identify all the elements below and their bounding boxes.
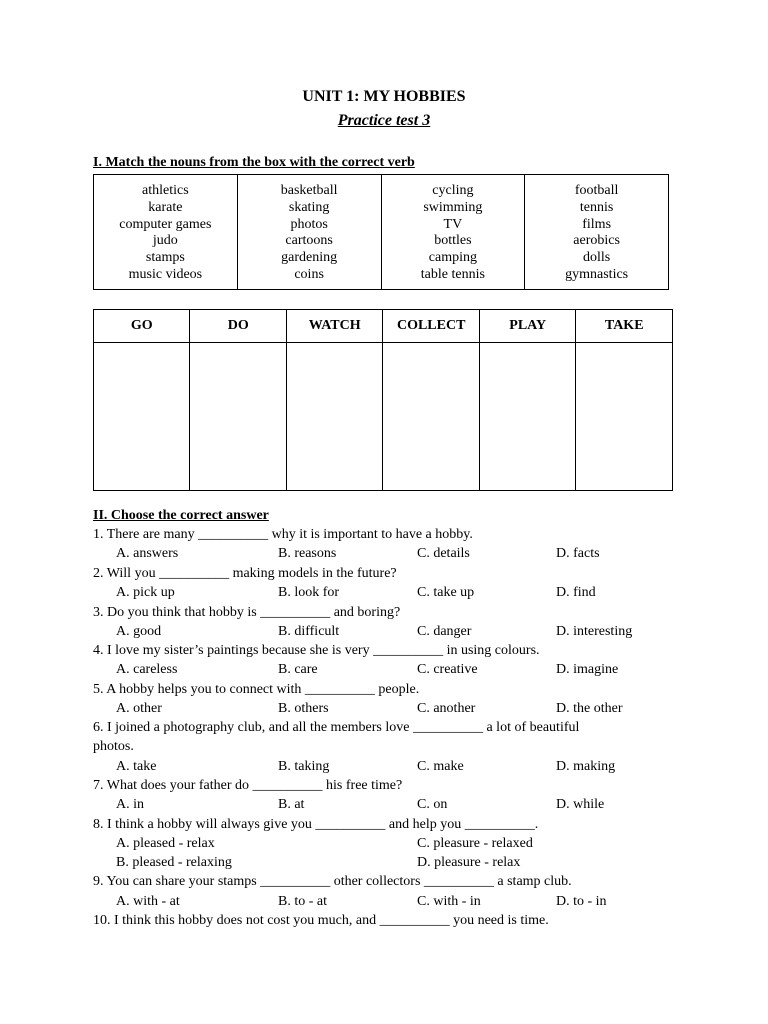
options-row — [0, 759, 768, 778]
options-row — [0, 797, 768, 816]
option-d[interactable]: D. the other — [556, 701, 623, 716]
question-3: 3. Do you think that hobby is __________ and boring? — [93, 605, 401, 620]
word-item: basketball — [280, 183, 338, 198]
question-8: 8. I think a hobby will always give you __________ and help you __________. — [93, 817, 539, 832]
verb-header-collect: COLLECT — [383, 310, 479, 343]
option-b[interactable]: B. difficult — [278, 624, 340, 639]
option-c[interactable]: C. on — [417, 797, 448, 812]
word-item: computer games — [119, 216, 212, 232]
word-item: athletics — [142, 183, 189, 198]
option-a[interactable]: A. pick up — [116, 585, 175, 600]
word-column — [94, 175, 238, 290]
verb-table — [93, 309, 673, 491]
word-item: cartoons — [285, 233, 333, 249]
question-6-continued: photos. — [93, 739, 134, 754]
options-row — [0, 546, 768, 565]
word-item: tennis — [579, 199, 614, 215]
option-a[interactable]: A. good — [116, 624, 162, 639]
options-row — [0, 701, 768, 720]
option-a[interactable]: A. with - at — [116, 894, 180, 909]
option-d[interactable]: D. facts — [556, 546, 600, 561]
word-column — [381, 175, 525, 290]
word-item: bottles — [434, 233, 472, 249]
verb-header-do: DO — [190, 310, 286, 343]
option-b[interactable]: B. care — [278, 662, 318, 677]
word-item: skating — [288, 199, 330, 215]
verb-header-go: GO — [94, 310, 190, 343]
options-row — [0, 894, 768, 913]
word-box — [93, 174, 669, 290]
word-item: cycling — [432, 183, 474, 198]
question-1: 1. There are many __________ why it is important to have a hobby. — [93, 527, 473, 542]
word-item: camping — [428, 250, 477, 266]
question-10: 10. I think this hobby does not cost you much, and __________ you need is time. — [93, 913, 549, 928]
question-6: 6. I joined a photography club, and all the members love __________ a lot of beautiful — [93, 720, 580, 735]
option-d[interactable]: D. pleasure - relax — [417, 855, 521, 870]
word-item: coins — [294, 266, 324, 282]
option-d[interactable]: D. interesting — [556, 624, 633, 639]
answer-cell-do[interactable] — [190, 343, 286, 491]
option-b[interactable]: B. reasons — [278, 546, 337, 561]
option-a[interactable]: A. take — [116, 759, 157, 774]
answer-cell-play[interactable] — [479, 343, 575, 491]
options-row — [0, 662, 768, 681]
question-4: 4. I love my sister’s paintings because she is very __________ in using colours. — [93, 643, 540, 658]
question-9: 9. You can share your stamps __________ other collectors __________ a stamp club. — [93, 874, 572, 889]
verb-header-watch: WATCH — [286, 310, 382, 343]
options-row — [0, 855, 768, 874]
word-column — [525, 175, 669, 290]
answer-cell-take[interactable] — [576, 343, 673, 491]
option-a[interactable]: A. answers — [116, 546, 179, 561]
option-d[interactable]: D. to - in — [556, 894, 607, 909]
answer-cell-go[interactable] — [94, 343, 190, 491]
word-item: films — [582, 216, 612, 232]
answer-cell-watch[interactable] — [286, 343, 382, 491]
word-item: gardening — [281, 250, 338, 266]
option-d[interactable]: D. find — [556, 585, 596, 600]
option-b[interactable]: B. pleased - relaxing — [116, 855, 232, 870]
option-a[interactable]: A. careless — [116, 662, 178, 677]
options-row — [0, 585, 768, 604]
question-5: 5. A hobby helps you to connect with __________ people. — [93, 682, 420, 697]
word-item: dolls — [583, 250, 611, 266]
option-c[interactable]: C. with - in — [417, 894, 481, 909]
word-item: aerobics — [573, 233, 620, 249]
option-c[interactable]: C. details — [417, 546, 470, 561]
option-c[interactable]: C. danger — [417, 624, 472, 639]
options-row — [0, 624, 768, 643]
option-c[interactable]: C. creative — [417, 662, 478, 677]
options-row — [0, 836, 768, 855]
option-c[interactable]: C. take up — [417, 585, 475, 600]
option-a[interactable]: A. pleased - relax — [116, 836, 215, 851]
option-d[interactable]: D. making — [556, 759, 616, 774]
option-c[interactable]: C. another — [417, 701, 476, 716]
option-b[interactable]: B. taking — [278, 759, 330, 774]
section-2-heading: II. Choose the correct answer — [93, 508, 269, 523]
option-b[interactable]: B. to - at — [278, 894, 327, 909]
option-c[interactable]: C. make — [417, 759, 464, 774]
page-subtitle: Practice test 3 — [337, 112, 431, 129]
word-item: photos — [290, 216, 328, 232]
word-column — [237, 175, 381, 290]
option-a[interactable]: A. in — [116, 797, 144, 812]
option-b[interactable]: B. others — [278, 701, 329, 716]
option-a[interactable]: A. other — [116, 701, 162, 716]
word-item: judo — [152, 233, 178, 249]
option-b[interactable]: B. at — [278, 797, 305, 812]
word-item: TV — [443, 216, 463, 232]
verb-header-take: TAKE — [576, 310, 673, 343]
word-item: gymnastics — [565, 266, 629, 282]
verb-header-play: PLAY — [479, 310, 575, 343]
option-d[interactable]: D. while — [556, 797, 605, 812]
option-c[interactable]: C. pleasure - relaxed — [417, 836, 533, 851]
answer-cell-collect[interactable] — [383, 343, 479, 491]
word-item: music videos — [128, 266, 203, 282]
option-d[interactable]: D. imagine — [556, 662, 619, 677]
word-item: karate — [148, 199, 183, 215]
option-b[interactable]: B. look for — [278, 585, 340, 600]
section-1-heading: I. Match the nouns from the box with the correct verb — [93, 155, 415, 170]
question-2: 2. Will you __________ making models in the future? — [93, 566, 397, 581]
word-item: stamps — [145, 250, 185, 266]
page-title: UNIT 1: MY HOBBIES — [302, 88, 466, 105]
word-item: table tennis — [420, 266, 485, 282]
word-item: swimming — [423, 199, 483, 215]
question-7: 7. What does your father do __________ his free time? — [93, 778, 403, 793]
word-item: football — [574, 183, 619, 198]
